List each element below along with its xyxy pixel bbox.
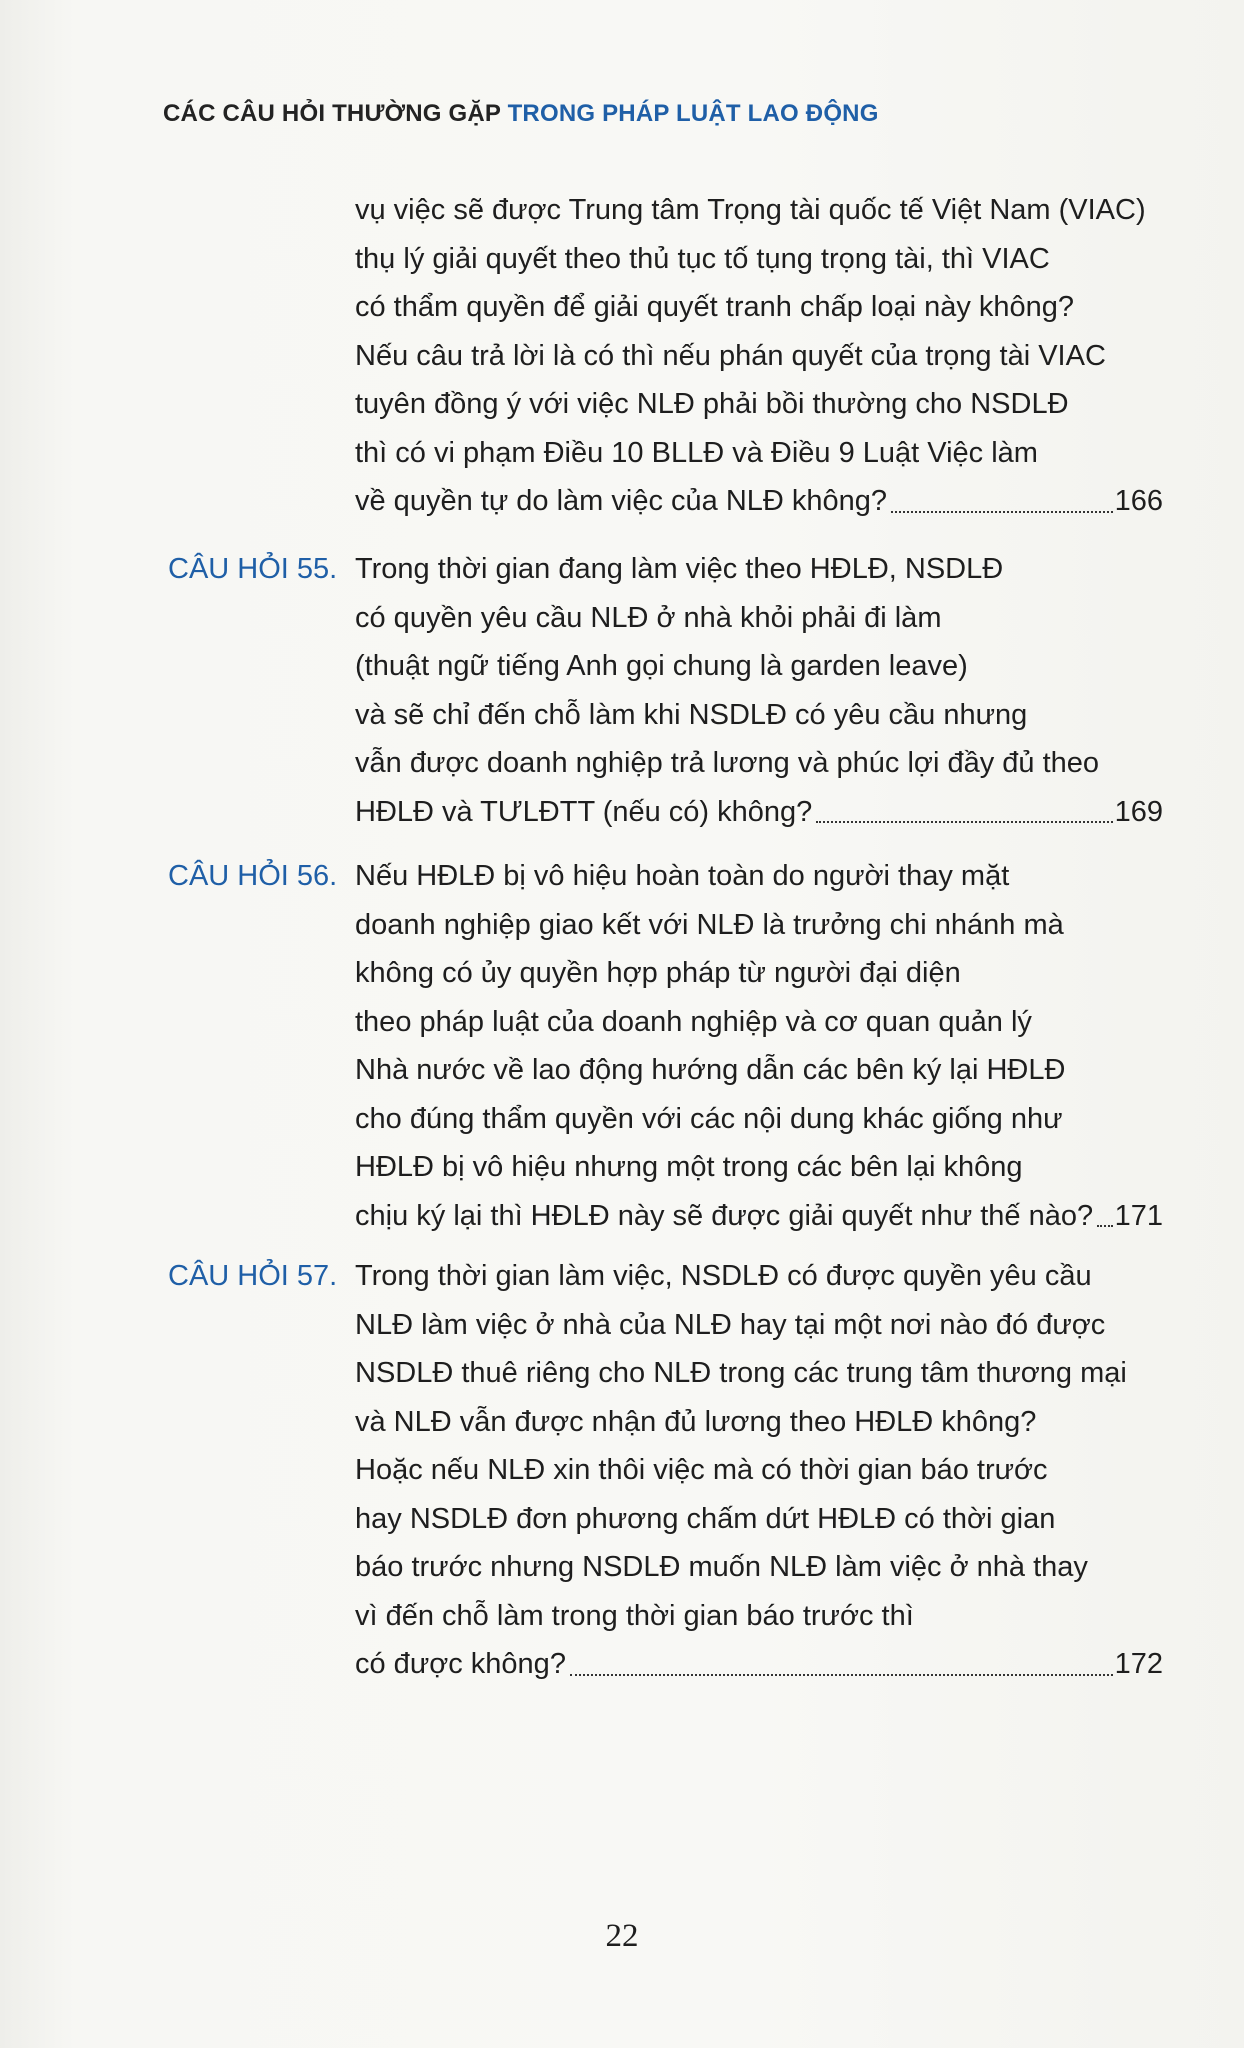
toc-last-line bbox=[355, 477, 1163, 526]
toc-line: Nhà nước về lao động hướng dẫn các bên ký lại HĐLĐ bbox=[355, 1054, 1066, 1086]
toc-line: HĐLĐ và TƯLĐTT (nếu có) không? bbox=[355, 795, 813, 828]
dot-leader bbox=[816, 821, 1112, 823]
toc-entry-text bbox=[355, 1252, 1163, 1689]
question-label: CÂU HỎI 56. bbox=[168, 860, 338, 892]
toc-line: theo pháp luật của doanh nghiệp và cơ quan quản lý bbox=[355, 1005, 1032, 1038]
toc-line: có quyền yêu cầu NLĐ ở nhà khỏi phải đi làm bbox=[355, 601, 942, 634]
toc-page-ref: 169 bbox=[1114, 795, 1163, 828]
running-header-part2: TRONG PHÁP LUẬT LAO ĐỘNG bbox=[507, 100, 879, 127]
dot-leader bbox=[891, 511, 1113, 513]
toc-line: Hoặc nếu NLĐ xin thôi việc mà có thời gian báo trước bbox=[355, 1454, 1048, 1486]
toc-last-line bbox=[355, 1192, 1163, 1241]
toc-line: Nếu câu trả lời là có thì nếu phán quyết của trọng tài VIAC bbox=[355, 339, 1106, 372]
toc-entry-text bbox=[355, 186, 1163, 526]
toc-line: báo trước nhưng NSDLĐ muốn NLĐ làm việc ở nhà thay bbox=[355, 1551, 1088, 1583]
toc-line: thụ lý giải quyết theo thủ tục tố tụng trọng tài, thì VIAC bbox=[355, 242, 1050, 275]
toc-page-ref: 172 bbox=[1114, 1648, 1163, 1680]
dot-leader bbox=[1097, 1225, 1112, 1227]
toc-last-line bbox=[355, 1640, 1163, 1689]
toc-line: hay NSDLĐ đơn phương chấm dứt HĐLĐ có thời gian bbox=[355, 1502, 1056, 1535]
toc-line: vì đến chỗ làm trong thời gian báo trước thì bbox=[355, 1599, 914, 1632]
toc-line: HĐLĐ bị vô hiệu nhưng một trong các bên lại không bbox=[355, 1151, 1023, 1183]
toc-entry-text bbox=[355, 545, 1163, 836]
toc-line: Nếu HĐLĐ bị vô hiệu hoàn toàn do người thay mặt bbox=[355, 860, 1010, 892]
toc-line: NSDLĐ thuê riêng cho NLĐ trong các trung tâm thương mại bbox=[355, 1357, 1127, 1389]
toc-line: có được không? bbox=[355, 1648, 566, 1680]
toc-line: thì có vi phạm Điều 10 BLLĐ và Điều 9 Luật Việc làm bbox=[355, 436, 1038, 469]
running-header bbox=[163, 100, 879, 128]
toc-line: (thuật ngữ tiếng Anh gọi chung là garden leave) bbox=[355, 650, 968, 682]
toc-line: có thẩm quyền để giải quyết tranh chấp loại này không? bbox=[355, 291, 1075, 323]
toc-line: không có ủy quyền hợp pháp từ người đại diện bbox=[355, 957, 961, 989]
toc-line: tuyên đồng ý với việc NLĐ phải bồi thường cho NSDLĐ bbox=[355, 388, 1069, 420]
toc-line: về quyền tự do làm việc của NLĐ không? bbox=[355, 485, 888, 517]
toc-line: Trong thời gian làm việc, NSDLĐ có được quyền yêu cầu bbox=[355, 1260, 1092, 1292]
toc-line: và sẽ chỉ đến chỗ làm khi NSDLĐ có yêu cầu nhưng bbox=[355, 698, 1028, 731]
question-label: CÂU HỎI 55. bbox=[168, 553, 338, 585]
toc-entry-text bbox=[355, 852, 1163, 1240]
toc-page-ref: 166 bbox=[1114, 485, 1163, 517]
running-header-part1: CÁC CÂU HỎI THƯỜNG GẶP bbox=[163, 100, 501, 127]
toc-page-ref: 171 bbox=[1114, 1199, 1163, 1232]
toc-line: cho đúng thẩm quyền với các nội dung khác giống như bbox=[355, 1102, 1063, 1135]
toc-line: vụ việc sẽ được Trung tâm Trọng tài quốc tế Việt Nam (VIAC) bbox=[355, 194, 1146, 226]
toc-line: và NLĐ vẫn được nhận đủ lương theo HĐLĐ không? bbox=[355, 1405, 1037, 1438]
toc-last-line bbox=[355, 788, 1163, 837]
toc-line: Trong thời gian đang làm việc theo HĐLĐ, NSDLĐ bbox=[355, 553, 1004, 585]
dot-leader bbox=[570, 1674, 1113, 1676]
toc-line: doanh nghiệp giao kết với NLĐ là trưởng chi nhánh mà bbox=[355, 908, 1064, 941]
toc-line: chịu ký lại thì HĐLĐ này sẽ được giải quyết như thế nào? bbox=[355, 1199, 1094, 1232]
toc-line: vẫn được doanh nghiệp trả lương và phúc lợi đầy đủ theo bbox=[355, 747, 1100, 779]
toc-line: NLĐ làm việc ở nhà của NLĐ hay tại một nơi nào đó được bbox=[355, 1308, 1106, 1341]
page-number: 22 bbox=[605, 1918, 639, 1954]
question-label: CÂU HỎI 57. bbox=[168, 1260, 338, 1292]
